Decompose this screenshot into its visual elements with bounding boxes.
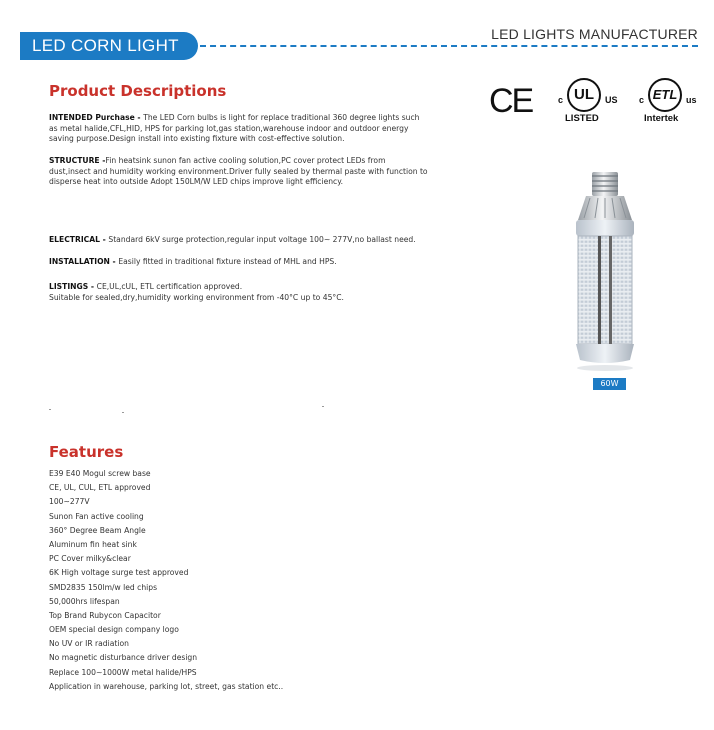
intended-paragraph [49, 113, 429, 145]
list-item: SMD2835 150lm/w led chips [49, 582, 158, 592]
corn-light-bulb-image [540, 168, 670, 373]
structure-paragraph [49, 156, 429, 188]
structure-text: Fin heatsink sunon fan active cooling solution,PC cover protect LEDs from dust,insect and humidity working environment.Driver fully sealed by thermal paste with function to disperse heat into outside Adopt 150LM/W LED chips improve light efficiency. [49, 156, 428, 187]
listings-text: CE,UL,cUL, ETL certification approved. [96, 282, 243, 291]
electrical-paragraph [49, 235, 449, 246]
installation-text: Easily fitted in traditional fixture instead of MHL and HPS. [118, 257, 337, 266]
list-item: CE, UL, CUL, ETL approved [49, 483, 151, 493]
ul-listed-label: LISTED [565, 113, 599, 124]
structure-label: STRUCTURE - [49, 156, 106, 165]
list-item: OEM special design company logo [49, 625, 179, 635]
list-item: Top Brand Rubycon Capacitor [49, 610, 161, 620]
list-item: Sunon Fan active cooling [49, 511, 144, 521]
ul-c-label: c [558, 95, 564, 105]
features-heading: Features [49, 443, 124, 461]
etl-intertek-label: Intertek [644, 113, 679, 124]
descriptions-heading: Product Descriptions [49, 82, 227, 100]
page-title: LED CORN LIGHT [20, 32, 198, 60]
installation-label: INSTALLATION - [49, 257, 119, 266]
intended-label: INTENDED Purchase - [49, 113, 144, 122]
list-item: Aluminum fin heat sink [49, 539, 137, 549]
list-item: 100~277V [49, 497, 90, 507]
manufacturer-label: LED LIGHTS MANUFACTURER [491, 26, 698, 42]
electrical-text: Standard 6kV surge protection,regular input voltage 100~ 277V,no ballast need. [108, 235, 416, 244]
list-item: 50,000hrs lifespan [49, 596, 120, 606]
etl-us-label: us [686, 95, 697, 105]
listings-text-2: Suitable for sealed,dry,humidity working environment from -40°C up to 45°C. [49, 292, 344, 302]
installation-paragraph [49, 257, 449, 268]
stray-dot [49, 409, 51, 410]
listings-paragraph [49, 282, 449, 303]
stray-dot [322, 406, 324, 407]
ce-mark-icon: CE [489, 82, 533, 120]
list-item: E39 E40 Mogul screw base [49, 469, 151, 478]
list-item: No magnetic disturbance driver design [49, 653, 198, 663]
list-item: 360° Degree Beam Angle [49, 525, 146, 535]
etl-mark-icon: ETL [648, 78, 682, 112]
list-item: Replace 100~1000W metal halide/HPS [49, 667, 197, 677]
list-item: PC Cover milky&clear [49, 554, 131, 564]
wattage-badge: 60W [593, 378, 626, 390]
list-item: Application in warehouse, parking lot, street, gas station etc.. [49, 681, 284, 691]
intended-text: The LED Corn bulbs is light for replace traditional 360 degree lights such as metal halide,CFL,HID, HPS for parking lot,gas station,warehouse indoor and outdoor energy saving purpose.Design install into existing fixture with cost-effective solution. [49, 113, 420, 144]
etl-c-label: c [639, 95, 645, 105]
listings-label: LISTINGS - [49, 282, 97, 291]
list-item: 6K High voltage surge test approved [49, 568, 189, 578]
list-item: No UV or IR radiation [49, 639, 129, 649]
ul-mark-icon: UL [567, 78, 601, 112]
features-list [49, 467, 283, 694]
header-divider [200, 45, 698, 47]
electrical-label: ELECTRICAL - [49, 235, 109, 244]
ul-us-label: US [605, 95, 618, 105]
stray-dot [122, 412, 124, 413]
